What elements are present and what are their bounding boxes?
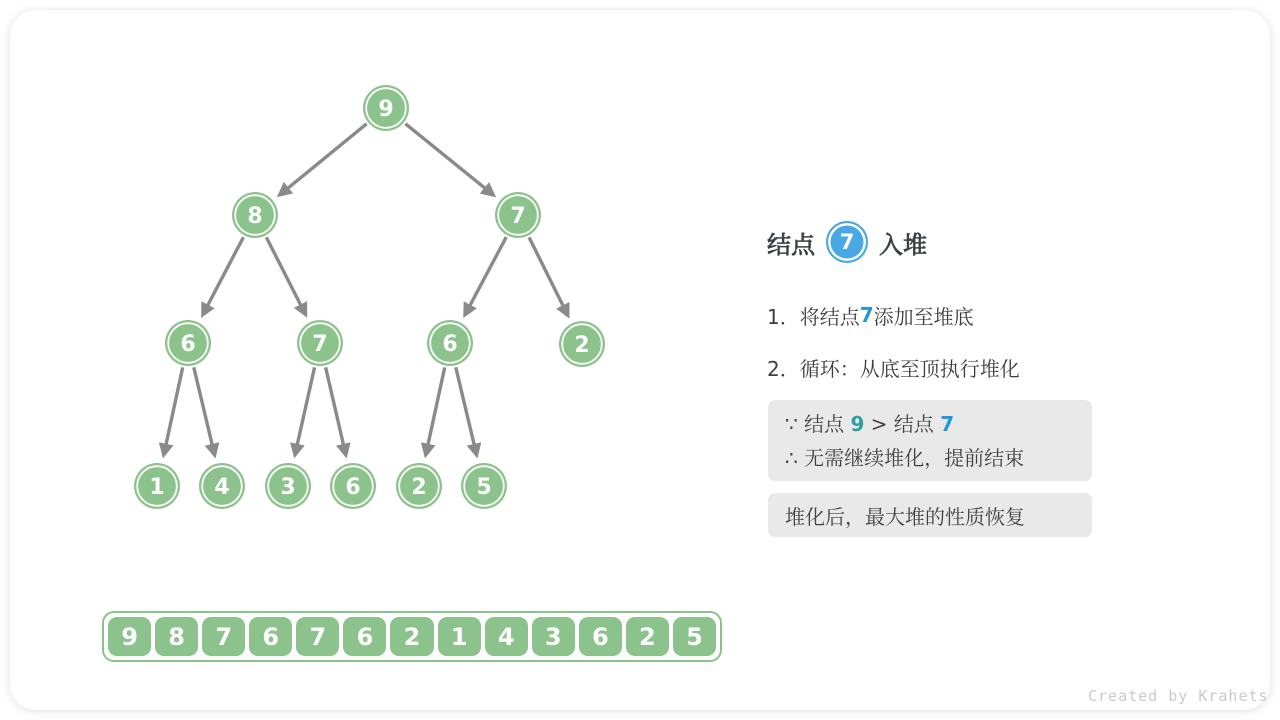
step-1 bbox=[767, 301, 1107, 329]
tree-edge bbox=[426, 367, 445, 454]
tree-edge bbox=[203, 237, 244, 314]
text-segment: > bbox=[864, 412, 894, 436]
text-segment: 结点 bbox=[893, 412, 941, 436]
tree-node-value: 3 bbox=[280, 474, 296, 500]
array-cell: 9 bbox=[108, 617, 151, 656]
title-prefix: 结点 bbox=[767, 230, 815, 259]
tree-edge bbox=[194, 367, 215, 455]
text-segment: 9 bbox=[850, 412, 865, 436]
array-cell: 7 bbox=[202, 617, 245, 656]
tree-edge bbox=[164, 367, 183, 454]
inserted-node-badge bbox=[826, 221, 868, 263]
watermark: Created by Krahets bbox=[1088, 687, 1269, 705]
array-cell: 2 bbox=[390, 617, 433, 656]
note-line-therefore bbox=[785, 441, 1092, 475]
text-segment: ∴ 无需继续堆化，提前结束 bbox=[785, 446, 1025, 470]
tree-node bbox=[232, 192, 278, 238]
tree-node-value: 6 bbox=[180, 331, 196, 357]
result-note-box bbox=[768, 493, 1092, 537]
tree-node bbox=[165, 320, 211, 366]
tree-edges bbox=[164, 124, 568, 455]
diagram-card bbox=[10, 10, 1270, 710]
tree-edge bbox=[456, 367, 477, 455]
text-segment: 添加至堆底 bbox=[873, 304, 974, 329]
tree-node bbox=[134, 463, 180, 509]
tree-node-value: 2 bbox=[574, 332, 590, 358]
tree-node-value: 4 bbox=[214, 474, 230, 500]
array-cell: 8 bbox=[155, 617, 198, 656]
text-segment: 1．将结点 bbox=[767, 304, 860, 329]
tree-node-value: 9 bbox=[378, 96, 394, 122]
tree-node bbox=[427, 320, 473, 366]
tree-edge bbox=[465, 237, 506, 315]
inserted-node-value: 7 bbox=[839, 230, 855, 254]
array-cell: 6 bbox=[249, 617, 292, 656]
tree-node-value: 7 bbox=[312, 331, 328, 357]
tree-edge bbox=[326, 367, 346, 454]
tree-node-value: 7 bbox=[510, 203, 526, 229]
array-cell: 6 bbox=[579, 617, 622, 656]
note-line-because bbox=[785, 407, 1092, 441]
title-suffix: 入堆 bbox=[879, 230, 927, 259]
tree-edge bbox=[280, 124, 367, 195]
tree-node bbox=[199, 463, 245, 509]
result-note-text: 堆化后，最大堆的性质恢复 bbox=[785, 504, 1025, 529]
text-segment: 7 bbox=[940, 412, 955, 436]
panel-title bbox=[767, 219, 927, 265]
heapify-note-box bbox=[768, 400, 1092, 481]
tree-node bbox=[265, 463, 311, 509]
array-cell: 2 bbox=[626, 617, 669, 656]
tree-node bbox=[559, 321, 605, 367]
array-cell: 7 bbox=[296, 617, 339, 656]
text-segment: 2．循环：从底至顶执行堆化 bbox=[767, 356, 1020, 381]
tree-edge bbox=[405, 124, 493, 195]
tree-node-value: 5 bbox=[476, 474, 492, 500]
text-segment: ∵ 结点 bbox=[785, 412, 851, 436]
tree-node bbox=[297, 320, 343, 366]
array-cell: 4 bbox=[485, 617, 528, 656]
array-cell: 3 bbox=[532, 617, 575, 656]
array-cell: 6 bbox=[343, 617, 386, 656]
tree-node-value: 2 bbox=[411, 474, 427, 500]
tree-node-value: 6 bbox=[442, 331, 458, 357]
text-segment: 7 bbox=[859, 303, 874, 327]
tree-nodes bbox=[134, 85, 605, 509]
tree-edge bbox=[529, 237, 568, 315]
tree-node bbox=[461, 463, 507, 509]
tree-node bbox=[495, 192, 541, 238]
tree-node bbox=[396, 463, 442, 509]
heap-tree bbox=[10, 10, 750, 570]
tree-node bbox=[363, 85, 409, 131]
tree-node bbox=[330, 463, 376, 509]
step-2 bbox=[767, 353, 1107, 381]
array-cell: 1 bbox=[438, 617, 481, 656]
tree-node-value: 6 bbox=[345, 474, 361, 500]
array-cell: 5 bbox=[673, 617, 716, 656]
heap-array bbox=[102, 611, 722, 662]
tree-edge bbox=[295, 367, 315, 454]
tree-edge bbox=[266, 237, 305, 314]
tree-node-value: 8 bbox=[247, 203, 263, 229]
tree-node-value: 1 bbox=[149, 474, 165, 500]
